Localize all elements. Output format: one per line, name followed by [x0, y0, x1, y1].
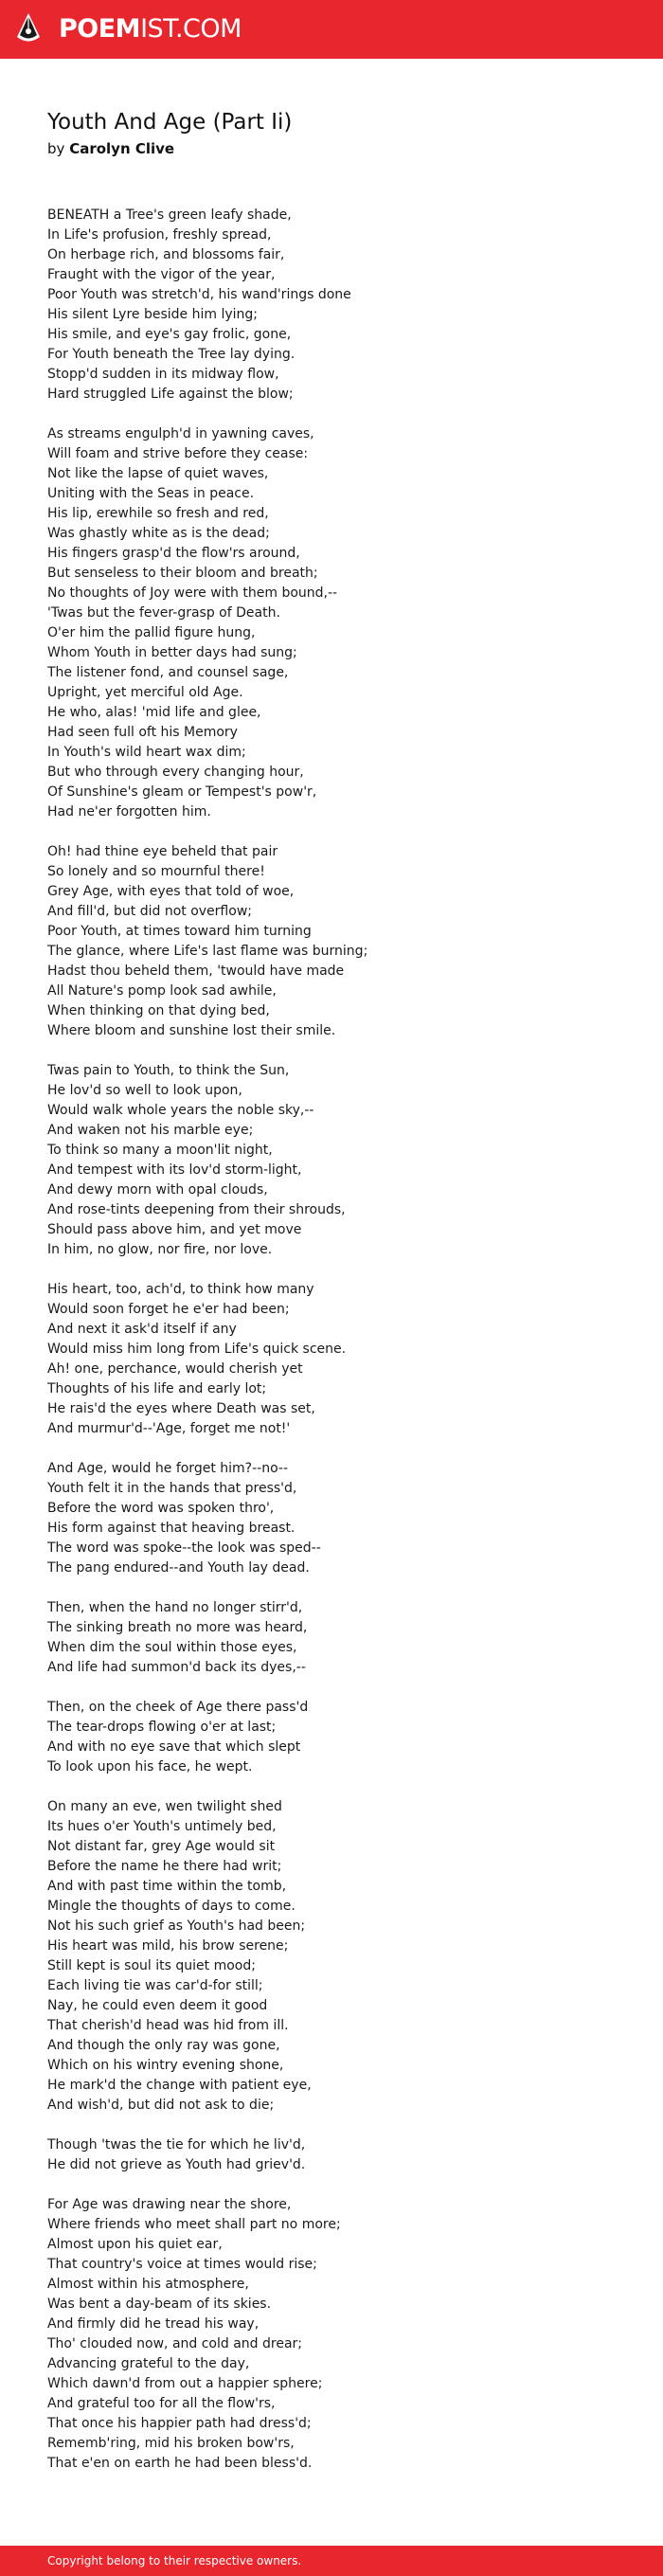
- poem-line: Its hues o'er Youth's untimely bed,: [47, 1819, 277, 1834]
- poem-line: And dewy morn with opal clouds,: [47, 1182, 268, 1198]
- site-header: [0, 0, 663, 59]
- poem-line: All Nature's pomp look sad awhile,: [47, 983, 277, 999]
- poem-line: Stopp'd sudden in its midway flow,: [47, 367, 279, 382]
- poem-line: He lov'd so well to look upon,: [47, 1083, 242, 1098]
- stanza-break: [47, 1260, 635, 1280]
- poem-line: Mingle the thoughts of days to come.: [47, 1899, 296, 1914]
- poem-line: His lip, erewhile so fresh and red,: [47, 506, 269, 521]
- stanza-break: [47, 1777, 635, 1797]
- poem-line: And with past time within the tomb,: [47, 1879, 287, 1894]
- poem-line: His fingers grasp'd the flow'rs around,: [47, 546, 300, 561]
- poem-line: Almost within his atmosphere,: [47, 2277, 249, 2292]
- stanza-break: [47, 2175, 635, 2195]
- poem-line: That e'en on earth he had been bless'd.: [47, 2456, 313, 2471]
- poem-line: Had ne'er forgotten him.: [47, 804, 211, 820]
- poem-line: The tear-drops flowing o'er at last;: [47, 1720, 277, 1735]
- poem-line: For Youth beneath the Tree lay dying.: [47, 347, 296, 362]
- poem-line: Of Sunshine's gleam or Tempest's pow'r,: [47, 784, 317, 800]
- poem-line: Upright, yet merciful old Age.: [47, 685, 243, 700]
- poem-line: Poor Youth was stretch'd, his wand'rings done: [47, 287, 351, 302]
- poem-line: His form against that heaving breast.: [47, 1521, 296, 1536]
- poem-line: And Age, would he forget him?--no--: [47, 1461, 288, 1476]
- poem-line: That country's voice at times would rise;: [47, 2257, 317, 2272]
- poem-line: The listener fond, and counsel sage,: [47, 665, 289, 680]
- poem-line: In Youth's wild heart wax dim;: [47, 745, 246, 760]
- poem-line: The glance, where Life's last flame was burning;: [47, 944, 368, 959]
- poem-line: And though the only ray was gone,: [47, 2038, 280, 2053]
- stanza-break: [47, 822, 635, 842]
- poem-line: Tho' clouded now, and cold and drear;: [47, 2336, 303, 2351]
- poem-line: And waken not his marble eye;: [47, 1123, 254, 1138]
- poem-line: Would miss him long from Life's quick scene.: [47, 1342, 347, 1357]
- poem-line: Poor Youth, at times toward him turning: [47, 924, 312, 939]
- poem-line: In Life's profusion, freshly spread,: [47, 227, 272, 243]
- poem-line: BENEATH a Tree's green leafy shade,: [47, 207, 292, 223]
- poem-line: But senseless to their bloom and breath;: [47, 566, 318, 581]
- poem-line: Hard struggled Life against the blow;: [47, 387, 294, 402]
- poem-line: Almost upon his quiet ear,: [47, 2237, 223, 2252]
- poem-line: Nay, he could even deem it good: [47, 1998, 268, 2013]
- poem-line: Had seen full oft his Memory: [47, 725, 238, 740]
- poem-line: No thoughts of Joy were with them bound,--: [47, 585, 338, 601]
- site-logo-link[interactable]: [59, 12, 242, 46]
- poem-line: Not distant far, grey Age would sit: [47, 1839, 276, 1854]
- stanza-break: [47, 1439, 635, 1459]
- poem-title: Youth And Age (Part Ii): [47, 110, 293, 135]
- poem-line: In him, no glow, nor fire, nor love.: [47, 1242, 273, 1257]
- poem-line: And with no eye save that which slept: [47, 1739, 301, 1755]
- poem-line: He who, alas! 'mid life and glee,: [47, 705, 261, 720]
- poem-line: O'er him the pallid figure hung,: [47, 625, 256, 640]
- by-label: by: [47, 140, 65, 157]
- poem-line: That cherish'd head was hid from ill.: [47, 2018, 289, 2033]
- stanza: [47, 1598, 635, 1678]
- poem-line: Still kept is soul its quiet mood;: [47, 1958, 256, 1973]
- poem-line: As streams engulph'd in yawning caves,: [47, 426, 314, 441]
- poem-line: When thinking on that dying bed,: [47, 1003, 270, 1018]
- poem-line: Grey Age, with eyes that told of woe,: [47, 884, 295, 899]
- poem-line: His smile, and eye's gay frolic, gone,: [47, 327, 292, 342]
- poem-line: His heart, too, ach'd, to think how many: [47, 1282, 314, 1297]
- stanza: [47, 1797, 635, 2116]
- poem-line: The pang endured--and Youth lay dead.: [47, 1560, 310, 1576]
- poem-line: On many an eve, wen twilight shed: [47, 1799, 282, 1814]
- author-link[interactable]: Carolyn Clive: [69, 140, 175, 157]
- poem-line: Which dawn'd from out a happier sphere;: [47, 2376, 323, 2391]
- poem-line: Where friends who meet shall part no more;: [47, 2217, 341, 2232]
- stanza: [47, 1698, 635, 1777]
- poem-line: And next it ask'd itself if any: [47, 1322, 237, 1337]
- stanza-break: [47, 1578, 635, 1598]
- poem-line: Which on his wintry evening shone,: [47, 2058, 284, 2073]
- stanza: [47, 2195, 635, 2474]
- poem-line: Ah! one, perchance, would cherish yet: [47, 1361, 303, 1377]
- poem-line: And grateful too for all the flow'rs,: [47, 2396, 276, 2411]
- poem-line: Hadst thou beheld them, 'twould have made: [47, 964, 345, 979]
- poem-line: And murmur'd--'Age, forget me not!': [47, 1421, 291, 1436]
- stanza-break: [47, 2116, 635, 2135]
- site-footer: [0, 2546, 663, 2576]
- poem-line: 'Twas but the fever-grasp of Death.: [47, 605, 280, 621]
- poem-line: And firmly did he tread his way,: [47, 2316, 260, 2332]
- poem-body: [47, 206, 635, 2474]
- poem-line: Oh! had thine eye beheld that pair: [47, 844, 278, 859]
- stanza-break: [47, 1041, 635, 1061]
- poem-line: And fill'd, but did not overflow;: [47, 904, 252, 919]
- poem-line: And life had summon'd back its dyes,--: [47, 1660, 306, 1675]
- poem-line: He did not grieve as Youth had griev'd.: [47, 2157, 306, 2172]
- poem-line: Advancing grateful to the day,: [47, 2356, 250, 2371]
- poem-line: And tempest with its lov'd storm-light,: [47, 1162, 302, 1178]
- poem-line: And wish'd, but did not ask to die;: [47, 2098, 275, 2113]
- poem-line: Though 'twas the tie for which he liv'd,: [47, 2137, 306, 2153]
- pen-nib-icon[interactable]: [15, 12, 42, 46]
- stanza: [47, 206, 635, 405]
- poem-line: His heart was mild, his brow serene;: [47, 1938, 289, 1954]
- poem-line: That once his happier path had dress'd;: [47, 2416, 312, 2431]
- poem-line: Thoughts of his life and early lot;: [47, 1381, 267, 1396]
- poem-line: The word was spoke--the look was sped--: [47, 1540, 321, 1556]
- poem-line: When dim the soul within those eyes,: [47, 1640, 297, 1655]
- poem-line: And rose-tints deepening from their shrouds,: [47, 1202, 346, 1217]
- poem-line: Before the word was spoken thro',: [47, 1501, 275, 1516]
- poem-line: Will foam and strive before they cease:: [47, 446, 309, 461]
- poem-line: Then, when the hand no longer stirr'd,: [47, 1600, 303, 1615]
- poem-line: The sinking breath no more was heard,: [47, 1620, 308, 1635]
- poem-line: Twas pain to Youth, to think the Sun,: [47, 1063, 290, 1078]
- poem-line: To think so many a moon'lit night,: [47, 1143, 273, 1158]
- poem-line: He mark'd the change with patient eye,: [47, 2078, 312, 2093]
- poem-line: Not like the lapse of quiet waves,: [47, 466, 269, 481]
- poem-line: Rememb'ring, mid his broken bow'rs,: [47, 2436, 295, 2451]
- poem-line: Not his such grief as Youth's had been;: [47, 1918, 306, 1934]
- logo-light-text: IST.COM: [140, 14, 242, 44]
- copyright-notice: Copyright belong to their respective owners.: [47, 2554, 302, 2567]
- poem-line: But who through every changing hour,: [47, 765, 304, 780]
- poem-line: On herbage rich, and blossoms fair,: [47, 247, 285, 262]
- poem-line: For Age was drawing near the shore,: [47, 2197, 292, 2212]
- poem-line: Youth felt it in the hands that press'd,: [47, 1481, 297, 1496]
- poem-line: Fraught with the vigor of the year,: [47, 267, 276, 282]
- poem-line: Where bloom and sunshine lost their smile.: [47, 1023, 336, 1038]
- stanza-break: [47, 1678, 635, 1698]
- poem-line: He rais'd the eyes where Death was set,: [47, 1401, 315, 1416]
- stanza: [47, 424, 635, 822]
- poem-line: Then, on the cheek of Age there pass'd: [47, 1700, 309, 1715]
- poem-line: Should pass above him, and yet move: [47, 1222, 302, 1237]
- poem-line: Would soon forget he e'er had been;: [47, 1302, 290, 1317]
- stanza: [47, 842, 635, 1041]
- poem-line: Whom Youth in better days had sung;: [47, 645, 297, 660]
- byline: [47, 138, 174, 159]
- poem-line: Each living tie was car'd-for still;: [47, 1978, 263, 1993]
- poem-line: To look upon his face, he wept.: [47, 1759, 253, 1774]
- poem-line: So lonely and so mournful there!: [47, 864, 265, 879]
- poem-line: Was ghastly white as is the dead;: [47, 526, 270, 541]
- logo-bold-text: POEM: [59, 14, 141, 44]
- poem-line: Before the name he there had writ;: [47, 1859, 282, 1874]
- poem-line: His silent Lyre beside him lying;: [47, 307, 258, 322]
- poem-line: Would walk whole years the noble sky,--: [47, 1103, 314, 1118]
- stanza-break: [47, 405, 635, 424]
- poem-line: Uniting with the Seas in peace.: [47, 486, 255, 501]
- stanza: [47, 2135, 635, 2175]
- poem-line: Was bent a day-beam of its skies.: [47, 2297, 272, 2312]
- stanza: [47, 1280, 635, 1439]
- stanza: [47, 1459, 635, 1578]
- stanza: [47, 1061, 635, 1260]
